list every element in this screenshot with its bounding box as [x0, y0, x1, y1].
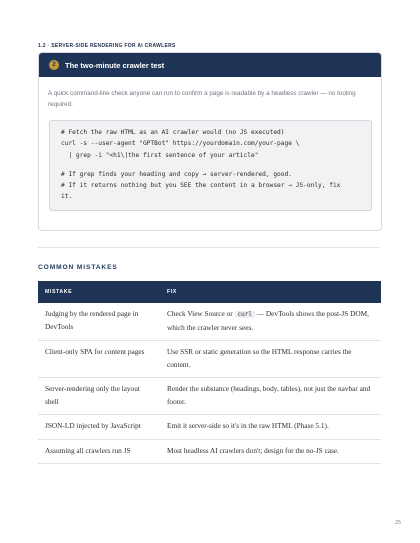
card-description: A quick command-line check anyone can run to confirm a page is readable by a headless crawler — no tooling required.	[48, 90, 356, 108]
table-header-row	[38, 281, 381, 303]
table-row	[38, 415, 381, 440]
common-mistakes-heading: COMMON MISTAKES	[38, 264, 118, 271]
mistake-cell: JSON-LD injected by JavaScript	[38, 415, 160, 440]
column-header-mistake: MISTAKE	[38, 281, 160, 303]
code-line: curl -s --user-agent "GPTBot" https://yourdomain.com/your-page \	[61, 140, 300, 148]
fix-cell	[160, 303, 381, 341]
code-line-blank	[61, 161, 360, 169]
section-tag: 1.2 · SERVER-SIDE RENDERING FOR AI CRAWLERS	[38, 43, 176, 49]
mistake-cell: Server-rendering only the layout shell	[38, 378, 160, 415]
mistakes-table	[38, 281, 381, 464]
inline-code: curl	[235, 311, 255, 318]
column-header-fix: FIX	[160, 281, 381, 303]
card-title: The two-minute crawler test	[65, 60, 165, 70]
section-divider	[38, 247, 380, 248]
crawler-test-card	[38, 52, 382, 231]
table-row	[38, 341, 381, 378]
code-line: # If grep finds your heading and copy → server-rendered, good.	[61, 170, 292, 178]
mistake-cell: Judging by the rendered page in DevTools	[38, 303, 160, 341]
step-badge: 2	[49, 60, 59, 70]
code-line: # Fetch the raw HTML as an AI crawler would (no JS executed)	[61, 129, 285, 136]
fix-text: — DevTools shows the post-JS DOM, which the crawler never sees.	[167, 309, 369, 332]
code-line: it.	[61, 193, 73, 201]
fix-cell: Emit it server-side so it's in the raw HTML (Phase 5.1).	[160, 415, 381, 440]
fix-cell: Use SSR or static generation so the HTML response carries the content.	[160, 341, 381, 378]
mistake-cell: Assuming all crawlers run JS	[38, 439, 160, 464]
card-header	[39, 53, 381, 77]
fix-cell: Render the substance (headings, body, tables), not just the navbar and footer.	[160, 378, 381, 415]
table-row	[38, 303, 381, 341]
fix-cell: Most headless AI crawlers don't; design for the no-JS case.	[160, 439, 381, 464]
code-line: | grep -i "<h1\|the first sentence of your article"	[61, 151, 259, 159]
code-line: # If it returns nothing but you SEE the content in a browser → JS-only, fix	[61, 182, 341, 190]
table-row	[38, 439, 381, 464]
code-block[interactable]	[49, 120, 372, 211]
mistake-cell: Client-only SPA for content pages	[38, 341, 160, 378]
fix-text: Check View Source or	[167, 309, 235, 318]
table-row	[38, 378, 381, 415]
page-number: 25	[395, 520, 402, 526]
